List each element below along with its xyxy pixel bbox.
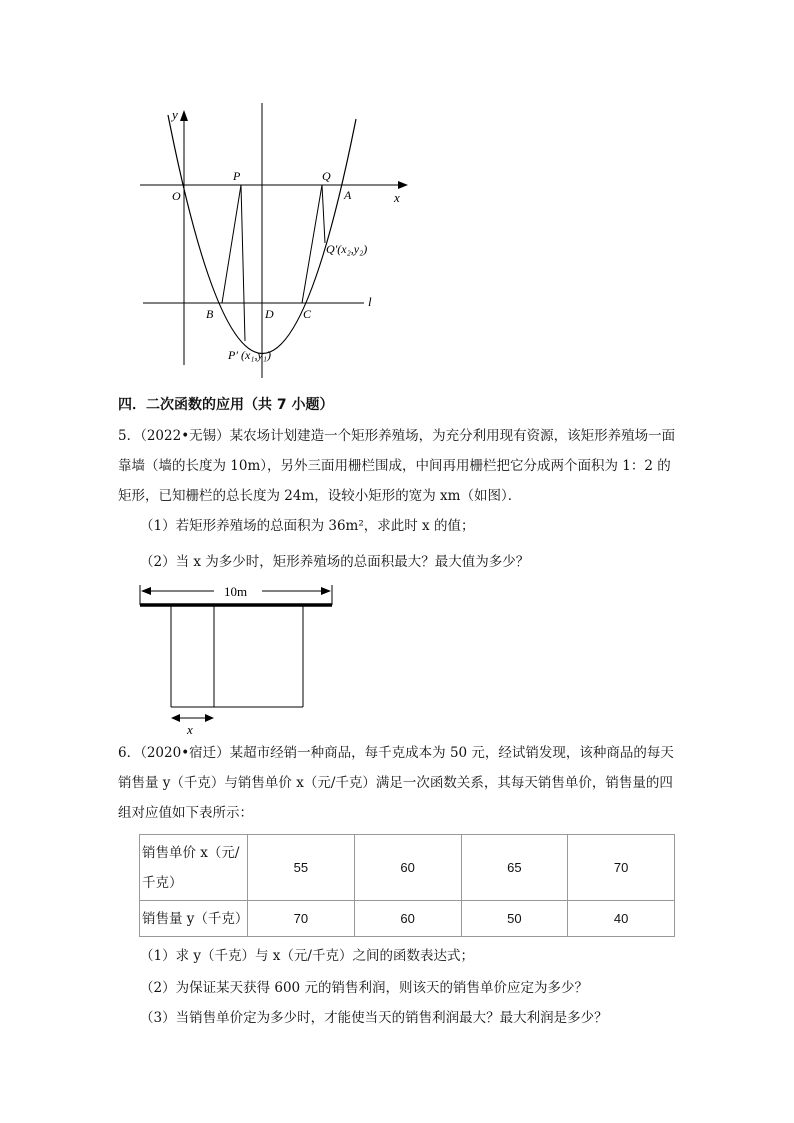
- price-cell: 65: [461, 835, 568, 901]
- q6-intro: 6．（2020•宿迁）某超市经销一种商品，每千克成本为 50 元，经试销发现，该种商品的每天销售量 y（千克）与销售单价 x（元/千克）满足一次函数关系，其每天销售单价，销售量的四组对应值如下表所示：: [118, 745, 674, 821]
- q5-sub2: （2）当 x 为多少时，矩形养殖场的总面积最大？最大值为多少？: [140, 554, 530, 570]
- label-l: l: [368, 294, 372, 309]
- segment-qq-prime: [322, 185, 325, 243]
- label-y: y: [172, 107, 178, 122]
- q5-sub1: （1）若矩形养殖场的总面积为 36m²，求此时 x 的值；: [140, 518, 475, 534]
- section-title: 四．二次函数的应用（共 7 小题）: [118, 397, 334, 413]
- quantity-cell: 40: [568, 901, 675, 937]
- wall-arrow-right: [321, 587, 331, 595]
- row-header-quantity: 销售量 y（千克）: [140, 901, 248, 937]
- price-cell: 55: [248, 835, 355, 901]
- label-p: P: [233, 169, 241, 183]
- label-o: O: [172, 189, 181, 203]
- label-a: A: [344, 188, 352, 202]
- label-x: x: [394, 190, 400, 205]
- quantity-cell: 60: [354, 901, 461, 937]
- q6-sub2: （2）为保证某天获得 600 元的销售利润，则该天的销售单价应定为多少？: [140, 980, 588, 996]
- q6-sub1: （1）求 y（千克）与 x（元/千克）之间的函数表达式；: [140, 948, 474, 964]
- farm-figure: [140, 584, 332, 737]
- x-arrow-left: [171, 714, 180, 722]
- q5-intro: 5．（2022•无锡）某农场计划建造一个矩形养殖场，为充分利用现有资源，该矩形养殖场一面靠墙（墙的长度为 10m），另外三面用栅栏围成，中间再用栅栏把它分成两个面积为 1：2 的矩形，已知栅栏的总长度为 24m，设较小矩形的宽为 xm（如图）．: [118, 428, 676, 504]
- row-header-price: 销售单价 x（元/千克）: [140, 835, 248, 901]
- label-p-prime: P′ (x₁,y₁): [228, 348, 271, 362]
- y-axis-arrow: [180, 110, 188, 121]
- quantity-cell: 50: [461, 901, 568, 937]
- x-arrow-right: [205, 714, 214, 722]
- segment-pb: [222, 185, 241, 303]
- x-width-label: x: [187, 722, 193, 737]
- label-q: Q: [322, 169, 331, 183]
- wall-length-label: 10m: [224, 584, 248, 599]
- price-cell: 60: [354, 835, 461, 901]
- label-c: C: [303, 307, 312, 321]
- label-q-prime: Q′(x₂,y₂): [326, 242, 368, 256]
- q6-sub3: （3）当销售单价定为多少时，才能使当天的销售利润最大？最大利润是多少？: [140, 1010, 608, 1026]
- segment-pp-prime: [241, 185, 245, 341]
- table-row: [140, 901, 675, 937]
- quantity-cell: 70: [248, 901, 355, 937]
- price-cell: 70: [568, 835, 675, 901]
- table-row: [140, 835, 675, 901]
- label-d: D: [265, 307, 274, 321]
- wall-arrow-left: [141, 587, 151, 595]
- x-axis-arrow: [398, 181, 408, 189]
- segment-qc: [302, 185, 322, 303]
- q6-data-table: [139, 834, 675, 937]
- label-b: B: [206, 307, 214, 321]
